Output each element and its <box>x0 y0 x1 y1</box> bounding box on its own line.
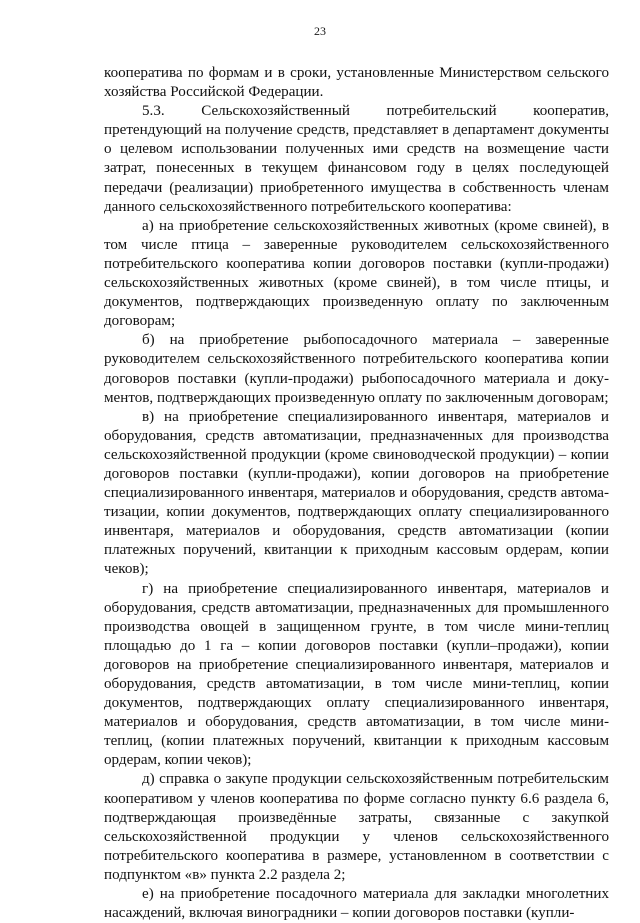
document-body <box>104 64 609 923</box>
paragraph-5-3: 5.3. Сельскохозяйственный потребительский кооператив, претендующий на получение средств, представляет в департамент документы о целевом использовании полученных ими средств на возмещение части затрат, понесенных в текущем финансовом году в целях последующей передачи (реализации) приобретенного имущества в собственность членам данного сельскохозяйственного потребительского кооператива: <box>104 103 609 215</box>
page-number: 23 <box>314 24 326 38</box>
paragraph-item-b: б) на приобретение рыбопосадочного материала – заверенные руководителем сельскохозяйственного потребительского кооператива копии договоров поставки (купли-продажи) рыбопосадочного материала и документов, подтверждающих произведенную оплату по заключенным договорам; <box>104 332 609 406</box>
paragraph-item-e: е) на приобретение посадочного материала для закладки многолетних насаждений, включая виноградники – копии договоров поставки (купли- <box>104 886 609 922</box>
paragraph-continuation: кооператива по формам и в сроки, установленные Министерством сельского хозяйства Российской Федерации. <box>104 65 609 101</box>
paragraph-item-a: а) на приобретение сельскохозяйственных животных (кроме свиней), в том числе птица – заверенные руководителем сельскохозяйственного потребительского кооператива копии договоров поставки (купли-продажи) сельскохозяйственных животных (кроме свиней), в том числе птицы, и документов, подтверждающих произведенную оплату по заключенным договорам; <box>104 217 609 330</box>
paragraph-item-g: г) на приобретение специализированного инвентаря, материалов и оборудования, средств автоматизации, предназначенных для промышленного производства овощей в защищенном грунте, в том числе мини-теплиц площадью до 1 га – копии договоров поставки (купли–продажи), копии договоров на приобретение специализированного инвентаря, материалов и оборудования, средств автоматизации, в том числе мини-теплиц, копии документов, подтверждающих оплату специализированного инвентаря, материалов и оборудования, средств автоматизации, в том числе мини-теплиц, (копии платежных поручений, квитанции к приходным кассовым ордерам, копии чеков); <box>104 580 609 769</box>
paragraph-item-v: в) на приобретение специализированного инвентаря, материалов и оборудования, средств автоматизации, предназначенных для производства сельскохозяйственной продукции (кроме свиноводческой продукции) – копии договоров поставки (купли-продажи), копии договоров на приобретение специализированного инвентаря, материалов и оборудования, средств автоматизации, копии документов, подтверждающих оплату специализированного инвентаря, материалов и оборудования, средств автоматизации (копии платежных поручений, квитанции к приходным кассовым ордерам, копии чеков); <box>104 408 609 578</box>
paragraph-item-d: д) справка о закупе продукции сельскохозяйственным потребительским кооперативом у членов кооператива по форме согласно пункту 6.6 раздела 6, подтверждающая произведённые затраты, связанные с закупкой сельскохозяйственной продукции у членов сельскохозяйственного потребительского кооператива в размере, установленном в соответствии с подпунктом «в» пункта 2.2 раздела 2; <box>104 771 609 883</box>
